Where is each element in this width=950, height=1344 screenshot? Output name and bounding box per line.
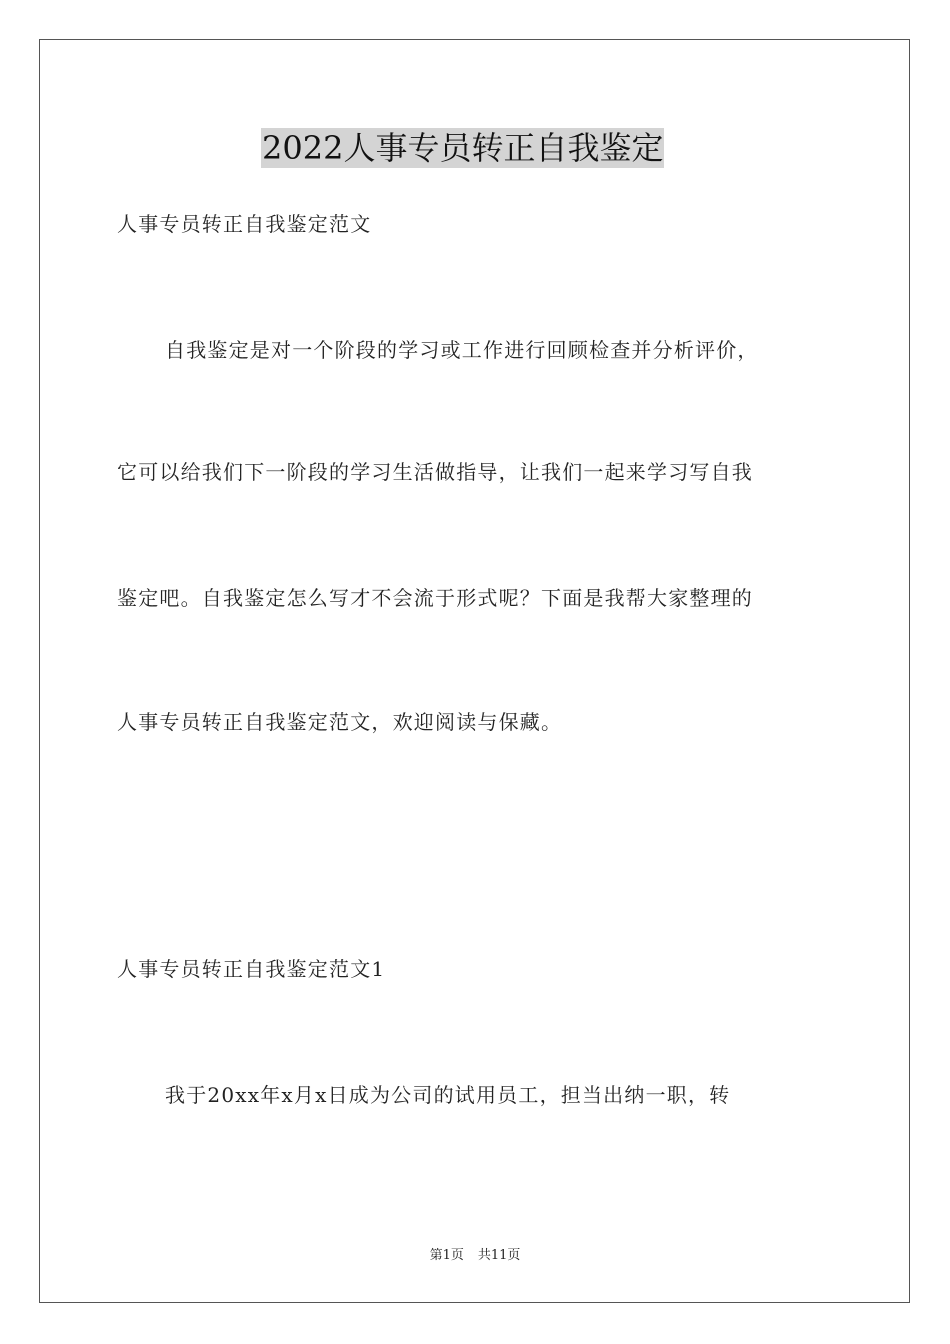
paragraph-line: 人事专员转正自我鉴定范文，欢迎阅读与保藏。	[117, 710, 563, 734]
document-title: 2022人事专员转正自我鉴定	[262, 129, 664, 167]
paragraph-line: 我于20xx年x月x日成为公司的试用员工，担当出纳一职，转	[165, 1083, 731, 1107]
page-footer	[0, 1247, 950, 1265]
page-total: 共11页	[477, 1248, 521, 1263]
paragraph-line: 鉴定吧。自我鉴定怎么写才不会流于形式呢？下面是我帮大家整理的	[117, 586, 753, 610]
subtitle-line: 人事专员转正自我鉴定范文	[117, 212, 372, 236]
section-heading: 人事专员转正自我鉴定范文1	[117, 957, 386, 981]
page-number: 第1页	[429, 1248, 464, 1263]
paragraph-line: 它可以给我们下一阶段的学习生活做指导，让我们一起来学习写自我	[117, 460, 753, 484]
paragraph-line: 自我鉴定是对一个阶段的学习或工作进行回顾检查并分析评价，	[165, 338, 759, 362]
